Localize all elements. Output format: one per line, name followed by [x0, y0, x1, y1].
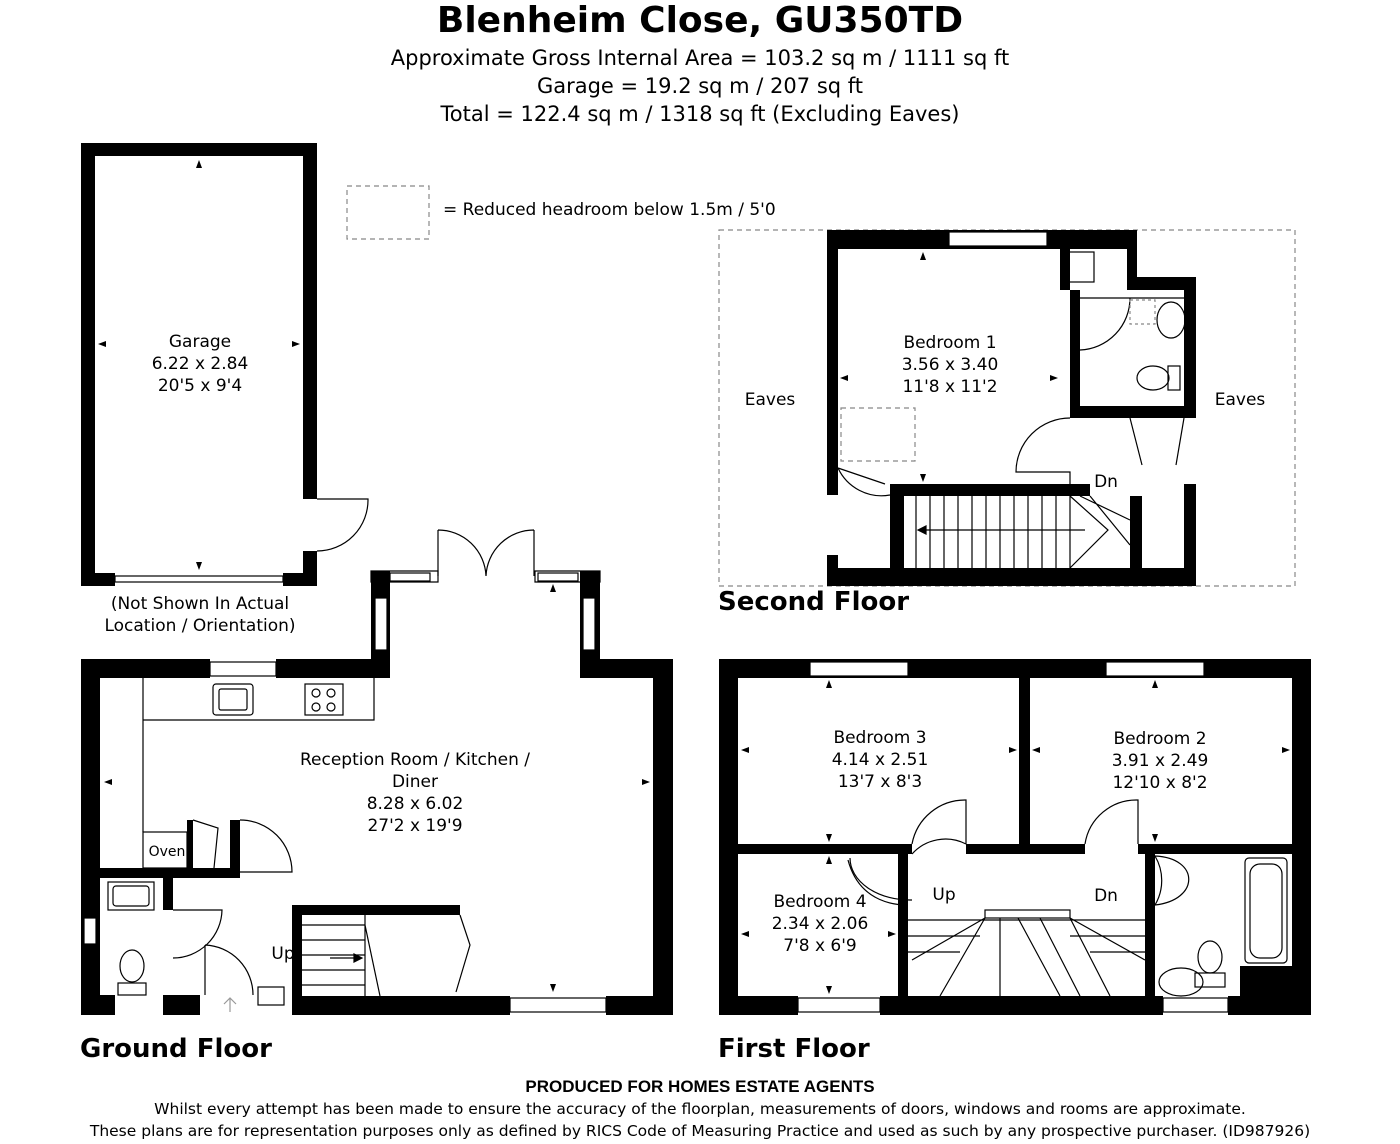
- oven-label: Oven: [148, 844, 186, 860]
- disclaimer-line-2: These plans are for representation purposes only as defined by RICS Code of Measuring Practice and used as such by any prospective purchaser. (ID987926): [89, 1122, 1311, 1140]
- bathroom-basin: [1159, 968, 1203, 996]
- ground-floor-title: Ground Floor: [80, 1034, 272, 1064]
- ground-stairs: [302, 915, 380, 996]
- bathroom-toilet: [1198, 941, 1222, 973]
- total-area-line: Total = 122.4 sq m / 1318 sq ft (Excluding Eaves): [440, 102, 960, 126]
- disclaimer-line-1: Whilst every attempt has been made to ensure the accuracy of the floorplan, measurements of doors, windows and rooms are approximate.: [154, 1100, 1246, 1118]
- bedroom2-label: Bedroom 2 3.91 x 2.49 12'10 x 8'2: [1111, 729, 1209, 793]
- reception-metric: 8.28 x 6.02: [366, 794, 464, 814]
- bedroom3-label: Bedroom 3 4.14 x 2.51 13'7 x 8'3: [831, 728, 929, 792]
- second-floor-stairs: [916, 496, 1130, 568]
- garage-name: Garage: [168, 332, 232, 352]
- eaves-left-label: Eaves: [744, 390, 796, 410]
- first-floor-stairs: [908, 910, 1145, 996]
- second-floor-walls: [827, 230, 1196, 586]
- bedroom4-label: Bedroom 4 2.34 x 2.06 7'8 x 6'9: [771, 892, 869, 956]
- reception-label: Reception Room / Kitchen / Diner 8.28 x 6.02 27'2 x 19'9: [270, 749, 560, 837]
- produced-for-line: PRODUCED FOR HOMES ESTATE AGENTS: [525, 1077, 875, 1096]
- gross-area-line: Approximate Gross Internal Area = 103.2 sq m / 1111 sq ft: [390, 46, 1010, 70]
- reception-imperial: 27'2 x 19'9: [367, 816, 463, 836]
- garage-location-note: (Not Shown In Actual Location / Orientation): [104, 594, 296, 636]
- first-floor-title: First Floor: [718, 1034, 870, 1064]
- garage-imperial: 20'5 x 9'4: [157, 376, 243, 396]
- garage-label: [120, 331, 280, 397]
- wc-toilet: [120, 950, 144, 982]
- reception-name: Reception Room / Kitchen /: [299, 750, 531, 770]
- legend-label: = Reduced headroom below 1.5m / 5'0: [443, 200, 776, 220]
- second-stairs-down-label: Dn: [1094, 472, 1118, 492]
- french-doors: [438, 530, 534, 576]
- ground-stairs-up-label: Up: [271, 944, 295, 964]
- page-title: Blenheim Close, GU350TD: [436, 0, 964, 41]
- second-floor-title: Second Floor: [718, 587, 910, 617]
- kitchen-hob: [305, 684, 343, 715]
- first-stairs-down-label: Dn: [1094, 886, 1118, 906]
- garage-metric: 6.22 x 2.84: [151, 354, 249, 374]
- bath: [1245, 858, 1287, 963]
- ensuite-basin-area: [1130, 300, 1155, 324]
- ensuite-toilet: [1137, 366, 1169, 390]
- bedroom1-headroom-box: [841, 408, 915, 461]
- bedroom1-label: Bedroom 1 3.56 x 3.40 11'8 x 11'2: [901, 333, 999, 397]
- eaves-right-label: Eaves: [1214, 390, 1266, 410]
- first-floor-walls: [719, 659, 1311, 1015]
- garage-door: [115, 576, 283, 582]
- first-stairs-up-label: Up: [932, 885, 956, 905]
- ensuite-basin: [1157, 302, 1185, 338]
- garage-side-door: [317, 499, 368, 551]
- garage-area-line: Garage = 19.2 sq m / 207 sq ft: [536, 74, 864, 98]
- reduced-headroom-legend-box: [347, 186, 429, 239]
